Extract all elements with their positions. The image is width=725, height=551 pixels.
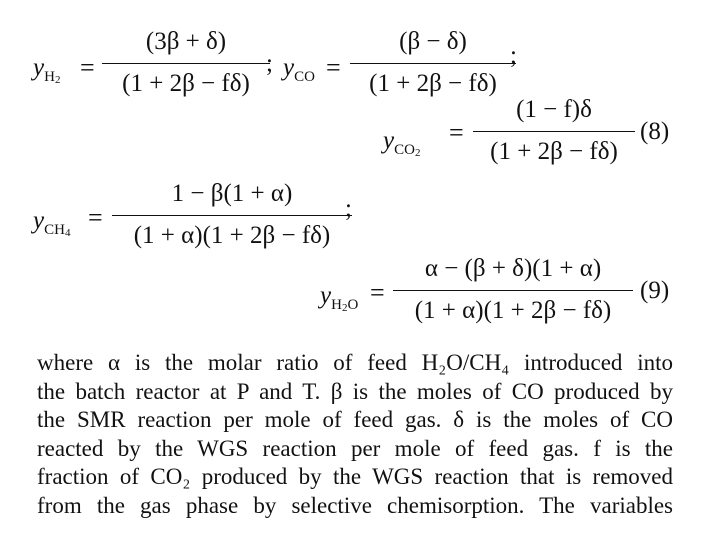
lhs-y-co: $y_{CO}$ bbox=[283, 54, 315, 85]
numerator: (β − δ) bbox=[399, 28, 467, 55]
fraction-y-ch4 bbox=[112, 180, 352, 250]
fraction-bar bbox=[350, 63, 516, 64]
denominator: (1 + 2β − fδ) bbox=[122, 70, 250, 98]
semicolon: ; bbox=[266, 50, 273, 77]
fraction-bar bbox=[102, 63, 270, 64]
equals-sign: = bbox=[449, 118, 464, 147]
body-paragraph bbox=[37, 349, 673, 521]
semicolon: ; bbox=[510, 42, 517, 69]
lhs-y-ch4: $y_{CH_4}$ bbox=[33, 207, 71, 239]
denominator: (1 + α)(1 + 2β − fδ) bbox=[133, 222, 331, 250]
paragraph-line: reacted by the WGS reaction per mole of feed gas. f is the bbox=[37, 435, 673, 461]
denominator: (1 + 2β − fδ) bbox=[369, 70, 497, 98]
fraction-y-co2 bbox=[473, 96, 635, 166]
numerator: (3β + δ) bbox=[145, 28, 227, 55]
equals-sign: = bbox=[370, 278, 385, 307]
denominator: (1 + 2β − fδ) bbox=[490, 138, 618, 166]
fraction-bar bbox=[473, 131, 635, 132]
lhs-y-h2o: $y_{H_2O}$ bbox=[320, 282, 359, 314]
equals-sign: = bbox=[80, 53, 95, 82]
fraction-bar bbox=[393, 290, 633, 291]
paragraph-line: where α is the molar ratio of feed H₂O/CH₄ introduced into bbox=[37, 350, 673, 375]
paragraph-line: the SMR reaction per mole of feed gas. δ is the moles of CO bbox=[37, 407, 673, 433]
paragraph-line: fraction of CO₂ produced by the WGS reaction that is removed bbox=[37, 464, 673, 490]
lhs-y-co2: $y_{CO_2}$ bbox=[383, 127, 421, 159]
numerator: (1 − f)δ bbox=[516, 96, 592, 123]
equals-sign: = bbox=[326, 53, 341, 82]
equals-sign: = bbox=[88, 203, 103, 232]
fraction-y-h2o bbox=[393, 255, 633, 325]
equation-number-9: (9) bbox=[640, 277, 670, 304]
equation-number-8: (8) bbox=[640, 118, 670, 145]
paragraph-line: from the gas phase by selective chemisorption. The variables bbox=[37, 492, 673, 518]
semicolon: ; bbox=[345, 195, 352, 222]
lhs-y-h2: $y_{H_2}$ bbox=[33, 54, 61, 86]
denominator: (1 + α)(1 + 2β − fδ) bbox=[414, 297, 612, 325]
paragraph-line: the batch reactor at P and T. β is the moles of CO produced by bbox=[37, 378, 673, 404]
numerator: α − (β + δ)(1 + α) bbox=[424, 255, 602, 282]
fraction-y-h2 bbox=[102, 28, 270, 98]
fraction-bar bbox=[112, 215, 352, 216]
numerator: 1 − β(1 + α) bbox=[171, 180, 293, 207]
fraction-y-co bbox=[350, 28, 516, 98]
